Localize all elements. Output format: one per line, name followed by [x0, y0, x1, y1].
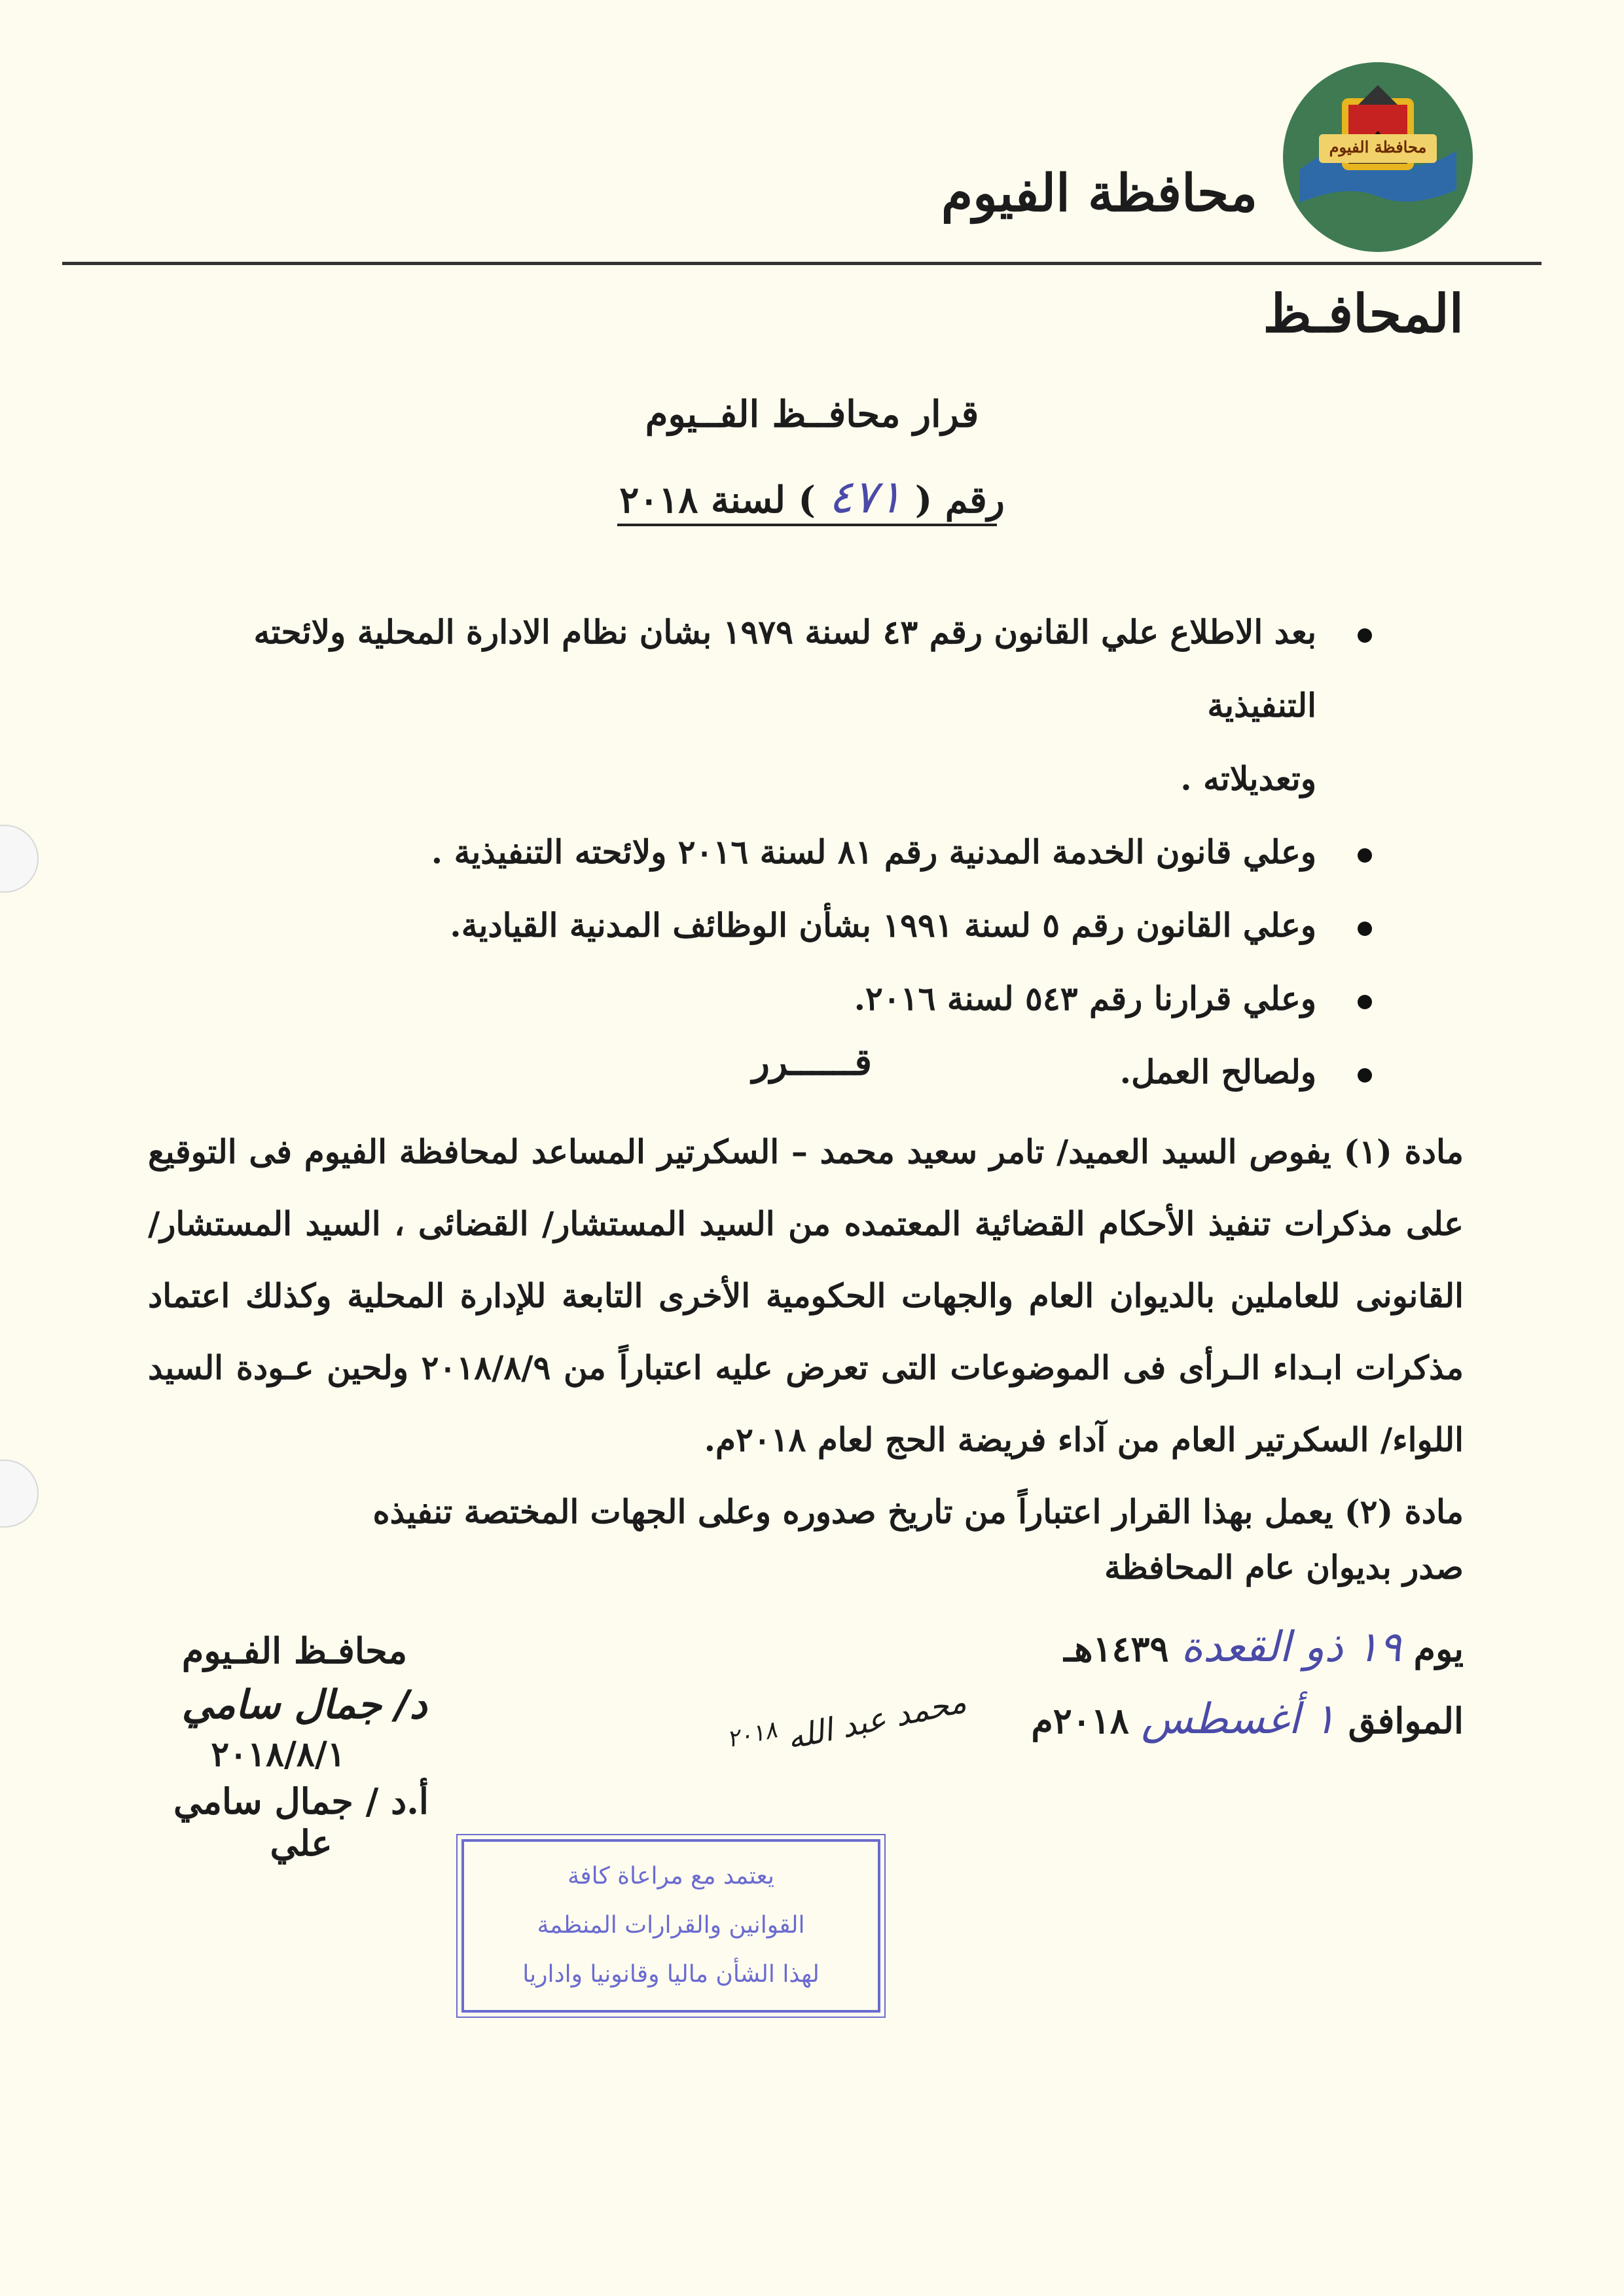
bullet-icon [1358, 848, 1372, 863]
hijri-date-row [1064, 1623, 1464, 1672]
decree-number-line [0, 470, 1624, 524]
bullet-icon [1358, 922, 1372, 936]
preamble-text: ولصالح العمل. [1119, 1052, 1316, 1091]
hijri-day-handwritten: ١٩ ذو القعدة [1181, 1623, 1401, 1672]
signatory-title: محافـظ الفـيوم [181, 1630, 408, 1672]
initials-date: ٢٠١٨ [724, 1716, 780, 1753]
preamble-item [0, 816, 1624, 889]
day-label: يوم [1413, 1628, 1464, 1670]
agree-label: الموافق [1348, 1700, 1464, 1742]
preamble-text: بعد الاطلاع علي القانون رقم ٤٣ لسنة ١٩٧٩ بشان نظام الادارة المحلية ولائحته التنفيذية [253, 613, 1316, 725]
initials-note [724, 1676, 975, 1787]
gregorian-year: ٢٠١٨م [1031, 1700, 1129, 1742]
stamp-line: لهذا الشأن ماليا وقانونيا واداريا [522, 1961, 820, 1988]
hijri-year: ١٤٣٩هـ [1064, 1628, 1169, 1670]
gregorian-date-row [1031, 1695, 1464, 1744]
emblem-label: محافظة الفيوم [1329, 137, 1427, 156]
preamble-text: وعلي القانون رقم ٥ لسنة ١٩٩١ بشأن الوظائف المدنية القيادية. [450, 906, 1316, 944]
signature: د/ جمال سامي [181, 1682, 427, 1728]
title-underline [617, 524, 997, 526]
preamble-text: وعلي قانون الخدمة المدنية رقم ٨١ لسنة ٢٠١٦ ولائحته التنفيذية . [431, 833, 1316, 871]
office-title: المحافـظ [1263, 283, 1464, 344]
preamble-list [0, 596, 1624, 1109]
stamp-line: يعتمد مع مراعاة كافة [568, 1863, 774, 1890]
preamble-item [0, 962, 1624, 1035]
article-1: مادة (١) يفوص السيد العميد/ تامر سعيد محمد – السكرتير المساعد لمحافظة الفيوم فى التوقيع على مذكرات تنفيذ الأحكام القضائية المعتمده من السيد المستشار/ القضائى ، السيد المستشار/ القانونى للعاملين بالديوان العام والجهات الحكومية الأخرى التابعة للإدارة المحلية وكذلك اعتماد مذكرات ابـداء الـرأى فى الموضوعات التى تعرض عليه اعتباراً من ٢٠١٨/٨/٩ ولحين عـودة السيد اللواء/ السكرتير العام من آداء فريضة الحج لعام ٢٠١٨م. [148, 1132, 1464, 1459]
stamp-line: القوانين والقرارات المنظمة [537, 1912, 805, 1939]
punch-hole [0, 1460, 39, 1528]
bullet-icon [1358, 995, 1372, 1009]
preamble-text: وتعديلاته . [1180, 759, 1316, 798]
emblem-icon [1280, 59, 1476, 255]
preamble-item [0, 889, 1624, 962]
bullet-icon [1358, 628, 1372, 643]
governorate-emblem [1280, 59, 1476, 255]
decree-number: ٤٧١ [828, 470, 903, 524]
gregorian-day-handwritten: ١ أغسطس [1141, 1695, 1336, 1744]
decree-number-suffix: ) لسنة ٢٠١٨ [619, 478, 816, 522]
preamble-text: وعلي قرارنا رقم ٥٤٣ لسنة ٢٠١٦. [854, 979, 1316, 1018]
issued-line: صدر بديوان عام المحافظة [1104, 1548, 1464, 1587]
decided-heading: قــــــرر [751, 1041, 873, 1084]
decree-number-prefix: رقم ( [914, 478, 1005, 522]
preamble-continuation [0, 742, 1624, 816]
signature-date: ٢٠١٨/٨/١ [211, 1734, 346, 1774]
approval-stamp [461, 1839, 880, 2013]
initials-text: محمد عبد الله [784, 1683, 969, 1757]
signatory-name: أ.د / جمال سامي علي [173, 1780, 429, 1864]
decree-title: قرار محافــظ الفــيوم [645, 393, 979, 436]
article-2: مادة (٢) يعمل بهذا القرار اعتباراً من تاريخ صدوره وعلى الجهات المختصة تنفيذه [372, 1492, 1464, 1531]
preamble-item [0, 596, 1624, 742]
header-rule [62, 262, 1542, 265]
organization-name: محافظة الفيوم [941, 164, 1257, 223]
